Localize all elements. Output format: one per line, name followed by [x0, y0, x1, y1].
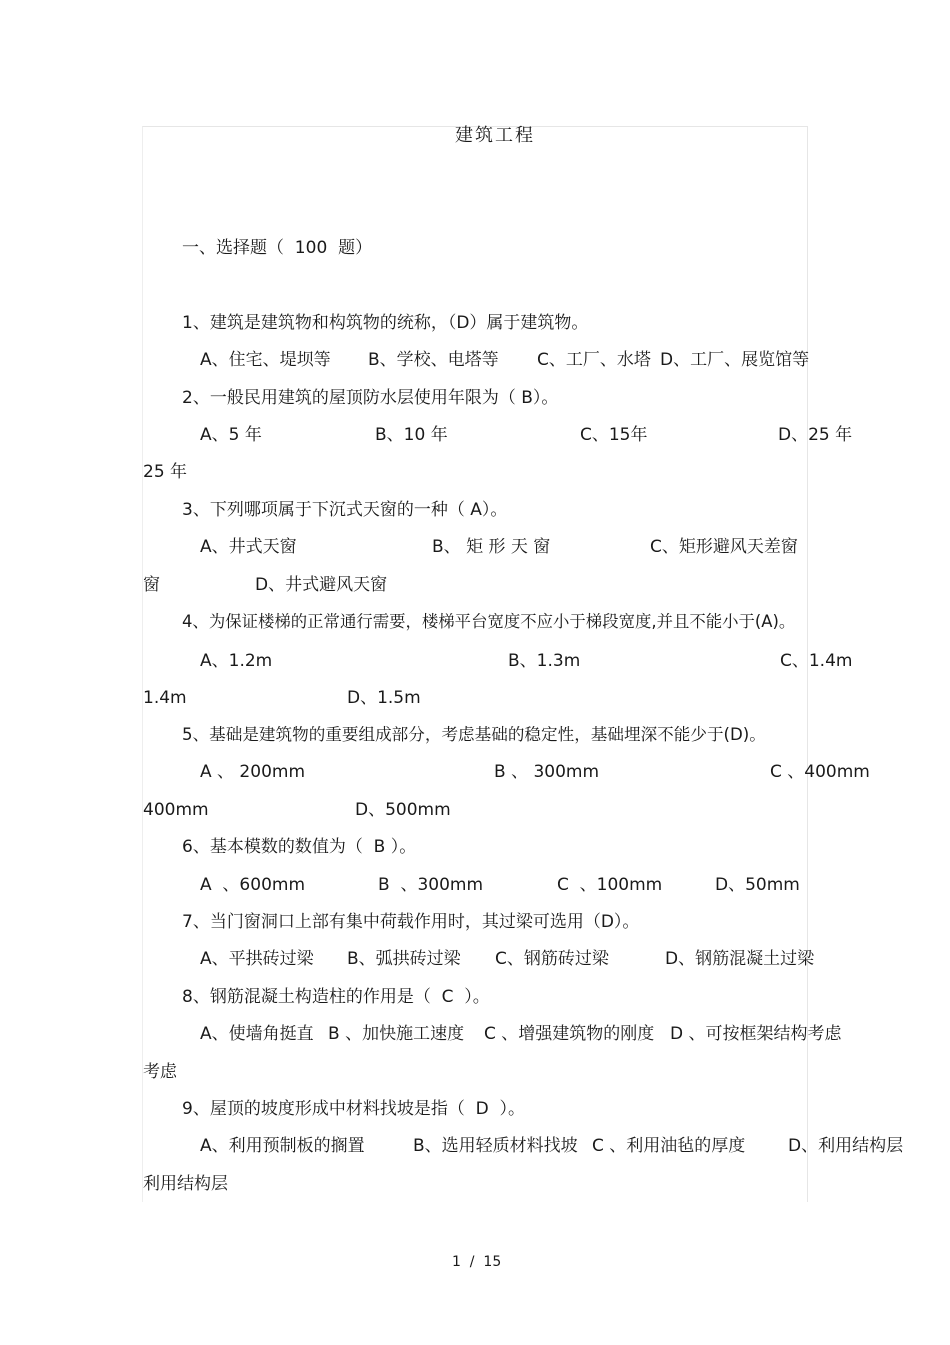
question-1-option-c: C、工厂、水塔 [537, 350, 651, 370]
question-2-option-b: B、10 年 [375, 425, 448, 445]
question-7-option-b: B、弧拱砖过梁 [347, 949, 461, 969]
question-8-option-d: D 、可按框架结构考虑 [670, 1024, 842, 1044]
question-3-option-c-wrap: 窗 [143, 575, 160, 595]
question-8-option-d-wrap: 考虑 [143, 1062, 177, 1082]
question-7-option-c: C、钢筋砖过梁 [495, 949, 609, 969]
question-9-option-a: A、利用预制板的搁置 [200, 1136, 365, 1156]
question-7-stem: 7、当门窗洞口上部有集中荷载作用时，其过梁可选用（D）。 [182, 912, 640, 932]
question-1-option-b: B、学校、电塔等 [368, 350, 499, 370]
question-3-option-a: A、井式天窗 [200, 537, 297, 557]
document-title: 建筑工程 [455, 125, 535, 146]
question-1-stem: 1、建筑是建筑物和构筑物的统称，（D）属于建筑物。 [182, 313, 589, 333]
question-4-stem: 4、为保证楼梯的正常通行需要，楼梯平台宽度不应小于梯段宽度,并且不能小于(A)。 [182, 612, 796, 631]
question-3-option-b: B、 矩 形 天 窗 [432, 537, 551, 557]
question-4-option-b: B、1.3m [508, 651, 581, 671]
question-8-stem: 8、钢筋混凝土构造柱的作用是（ C ）。 [182, 987, 490, 1007]
question-5-option-c-wrap: 400mm [143, 800, 209, 820]
question-8-option-c: C 、增强建筑物的刚度 [484, 1024, 655, 1044]
question-5-stem: 5、基础是建筑物的重要组成部分，考虑基础的稳定性，基础埋深不能少于(D)。 [182, 725, 766, 744]
question-5-option-a: A 、 200mm [200, 762, 306, 782]
question-4-option-c: C、1.4m [780, 651, 853, 671]
question-9-option-d: D、利用结构层 [788, 1136, 904, 1156]
question-2-option-a: A、5 年 [200, 425, 262, 445]
question-3-option-d: D、井式避风天窗 [255, 575, 388, 595]
question-6-option-c: C 、100mm [557, 875, 663, 895]
section-heading: 一、选择题（ 100 题） [182, 238, 373, 258]
question-8-option-b: B 、加快施工速度 [328, 1024, 465, 1044]
question-9-option-d-wrap: 利用结构层 [143, 1174, 228, 1194]
question-9-stem: 9、屋顶的坡度形成中材料找坡是指（ D ）。 [182, 1099, 526, 1119]
question-9-option-b: B、选用轻质材料找坡 [413, 1136, 578, 1156]
question-2-stem: 2、一般民用建筑的屋顶防水层使用年限为（ B）。 [182, 388, 559, 408]
question-5-option-b: B 、 300mm [494, 762, 600, 782]
question-2-option-d-line1: D、25 年 [778, 425, 853, 445]
question-7-option-d: D、钢筋混凝土过梁 [665, 949, 815, 969]
question-6-option-b: B 、300mm [378, 875, 484, 895]
question-8-option-a: A、使墙角挺直 [200, 1024, 314, 1044]
question-7-option-a: A、平拱砖过梁 [200, 949, 314, 969]
question-6-option-a: A 、600mm [200, 875, 306, 895]
question-5-option-c: C 、400mm [770, 762, 870, 782]
question-1-option-a: A、住宅、堤坝等 [200, 350, 331, 370]
question-2-option-c: C、15年 [580, 425, 648, 445]
question-1-option-d: D、工厂、展览馆等 [660, 350, 810, 370]
question-2-option-d-line2: 25 年 [143, 462, 188, 482]
question-9-option-c: C 、利用油毡的厚度 [592, 1136, 746, 1156]
question-3-option-c: C、矩形避风天差窗 [650, 537, 798, 557]
page-number: 1 / 15 [452, 1254, 502, 1270]
question-6-stem: 6、基本模数的数值为（ B ）。 [182, 837, 417, 857]
question-3-stem: 3、下列哪项属于下沉式天窗的一种（ A）。 [182, 500, 508, 520]
question-4-option-a: A、1.2m [200, 651, 273, 671]
question-5-option-d: D、500mm [355, 800, 451, 820]
question-4-option-d: D、1.5m [347, 688, 421, 708]
question-4-option-c-wrap: 1.4m [143, 688, 187, 708]
question-6-option-d: D、50mm [715, 875, 800, 895]
